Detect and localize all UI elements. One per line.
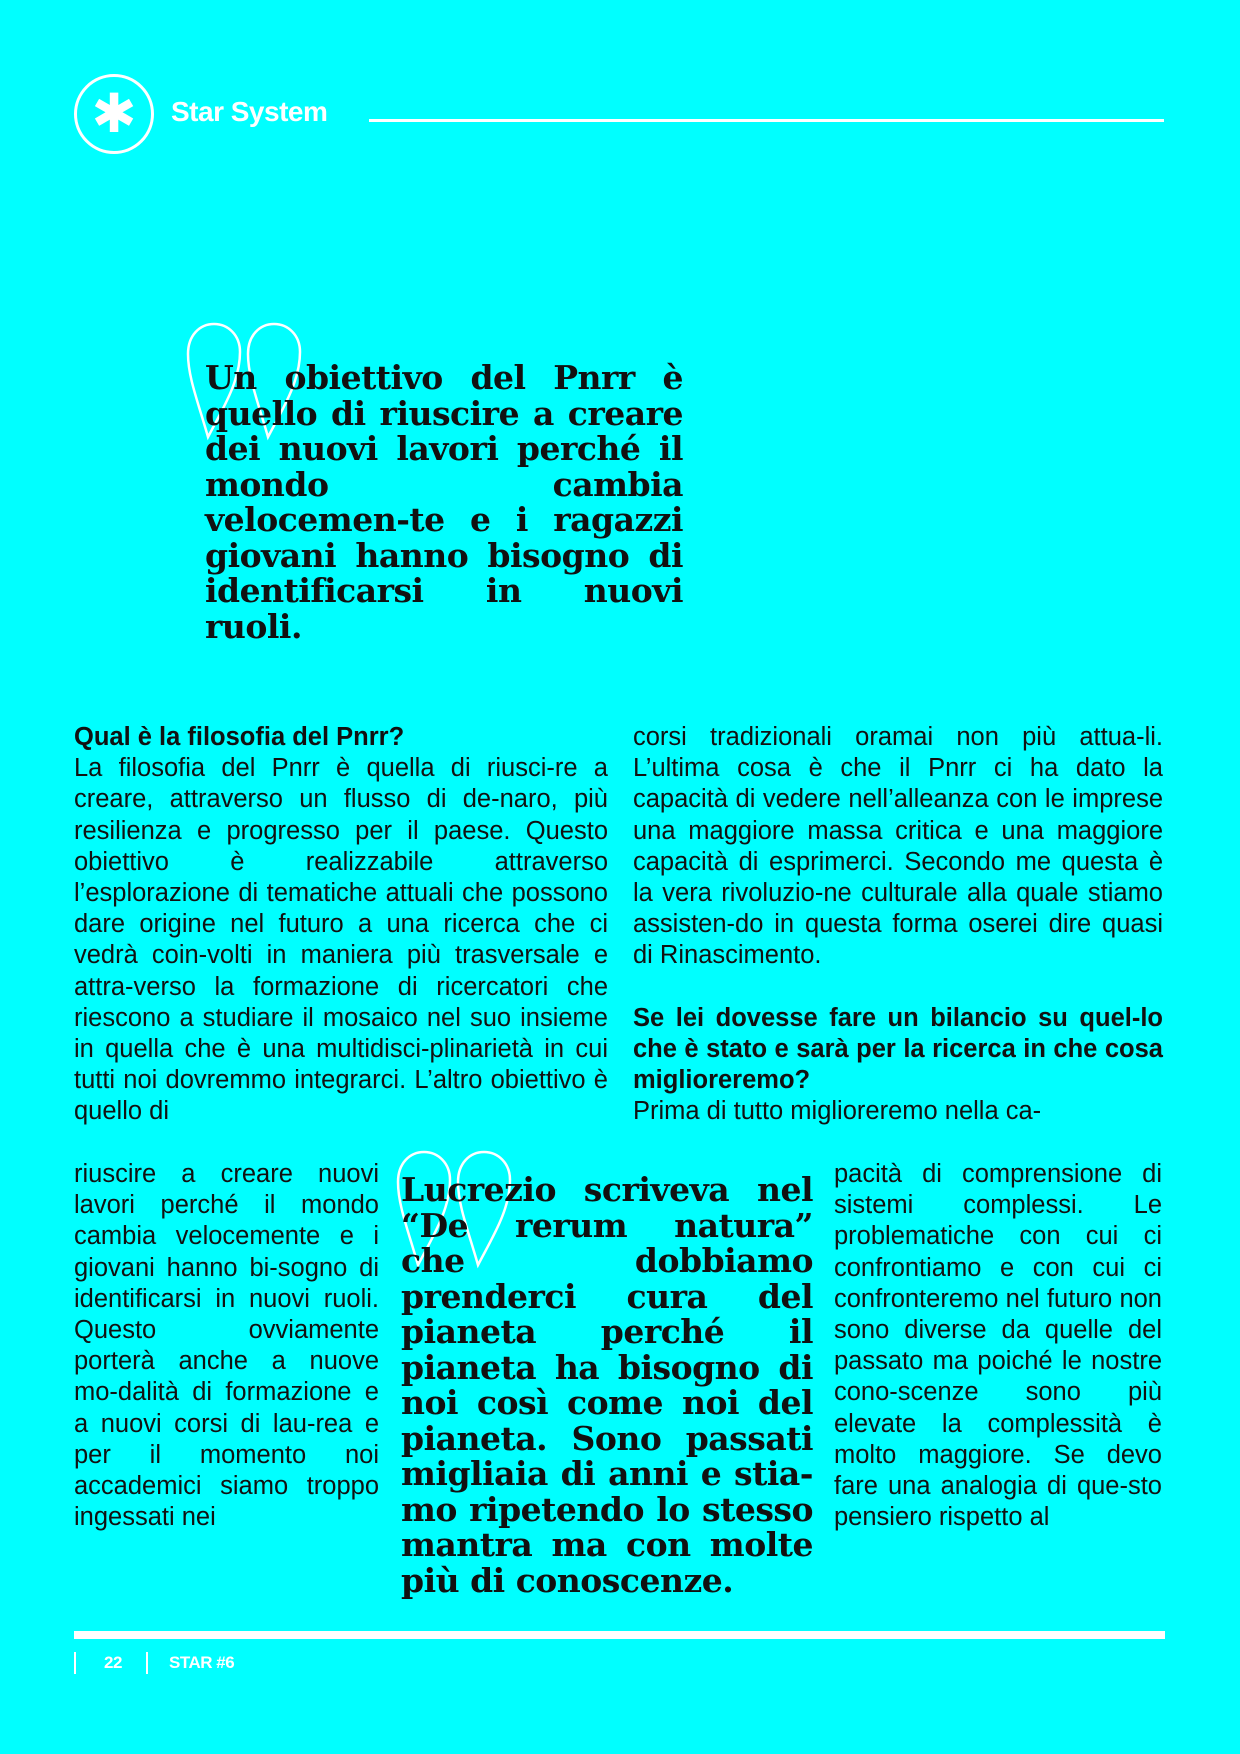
article-paragraph: La filosofia del Pnrr è quella di riusci-re a creare, attraverso un flusso di de-naro, più resilienza e progresso per il paese. Questo obiettivo è realizzabile attraverso l’esplorazione di tematiche attuali che possono dare origine nel futuro a una ricerca che ci vedrà coin-volti in maniera più trasversale e attra-verso la formazione di ricercatori che riescono a studiare il mosaico nel suo insieme in quella che è una multidisci-plinarietà in cui tutti noi dovremmo integrarci. L’altro obiettivo è quello di [74,754,608,1126]
header-divider [369,119,1164,122]
pull-quote-primary: Un obiettivo del Pnrr è quello di riuscire a creare dei nuovi lavori perché il mondo cambia velocemen-te e i ragazzi giovani hanno bisogno di identificarsi in nuovi ruoli. [205,358,683,646]
issue-label: STAR #6 [169,1653,235,1672]
section-logo [74,74,154,154]
page-number: 22 [104,1653,122,1672]
section-title: Star System [171,96,328,127]
pull-quote-secondary: Lucrezio scriveva nel “De rerum natura” che dobbiamo prenderci cura del pianeta perché il pianeta ha bisogno di noi così come noi del pianeta. Sono passati migliaia di anni e stia-mo ripetendo lo stesso mantra ma con molte più di conoscenze. [401,1170,813,1600]
article-column-right-top [633,722,1163,1127]
asterisk-icon: ✱ [91,82,137,145]
article-column-right-bottom: pacità di comprensione di sistemi complessi. Le problematiche con cui ci confrontiamo e con cui ci confronteremo nel futuro non sono diverse da quelle del passato ma poiché le nostre cono-scenze sono più elevate la complessità è molto maggiore. Se devo fare una analogia di que-sto pensiero rispetto al [834,1160,1162,1532]
footer-divider [74,1631,1165,1639]
footer-separator [146,1652,148,1674]
article-column-left-bottom: riuscire a creare nuovi lavori perché il mondo cambia velocemente e i giovani hanno bi-sogno di identificarsi in nuovi ruoli. Questo ovviamente porterà anche a nuove mo-dalità di formazione e a nuovi corsi di lau-rea e per il momento noi accademici siamo troppo ingessati nei [74,1160,379,1532]
interview-question: Qual è la filosofia del Pnrr? [74,723,405,751]
article-column-left-top [74,722,608,1128]
article-paragraph: corsi tradizionali oramai non più attua-li. L’ultima cosa è che il Pnrr ci ha dato la capacità di vedere nell’alleanza con le imprese una maggiore massa critica e una maggiore capacità di esprimerci. Secondo me questa è la vera rivoluzio-ne culturale alla quale stiamo assisten-do in questa forma oserei dire quasi di Rinascimento. [633,723,1163,970]
interview-question: Se lei dovesse fare un bilancio su quel-lo che è stato e sarà per la ricerca in che cosa miglioreremo? [633,1003,1163,1095]
article-paragraph: Prima di tutto miglioreremo nella ca- [633,1097,1042,1126]
footer-separator [74,1652,76,1674]
